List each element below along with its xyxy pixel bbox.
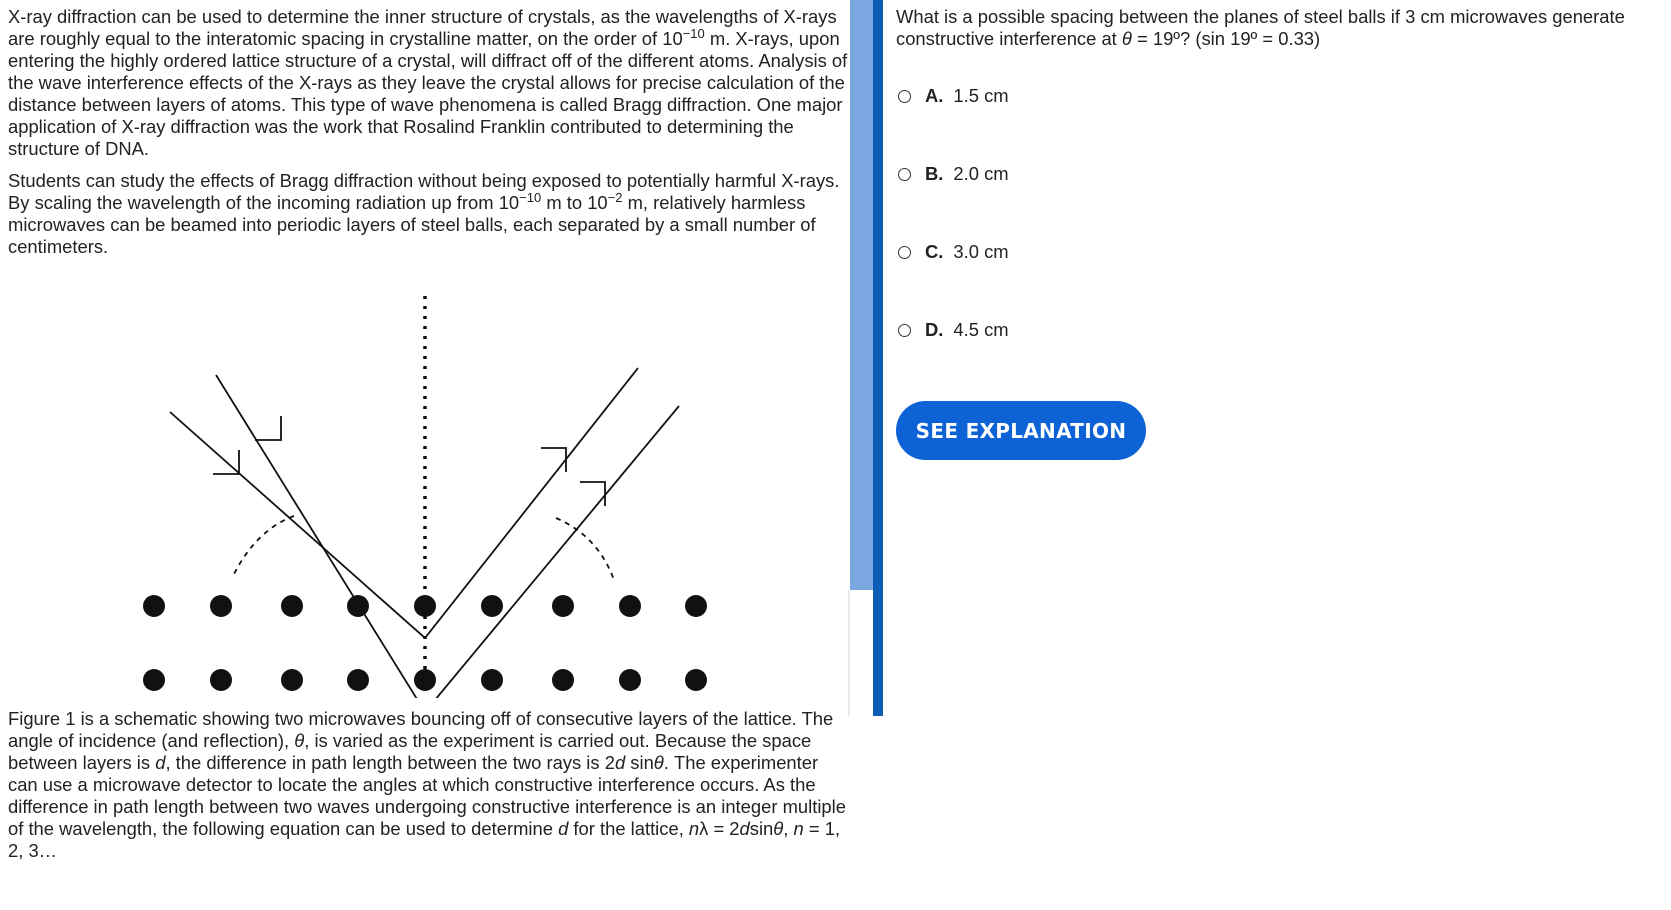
choice-letter: B. xyxy=(925,163,944,184)
choice-text: 1.5 cm xyxy=(953,85,1009,106)
arrow-icon xyxy=(580,482,605,506)
question-stem xyxy=(896,6,1666,50)
choice-b[interactable] xyxy=(898,163,1009,185)
steel-ball xyxy=(685,595,707,617)
radio-icon[interactable] xyxy=(898,168,911,181)
exponent: −10 xyxy=(682,25,705,41)
choice-a[interactable] xyxy=(898,85,1009,107)
choice-letter: A. xyxy=(925,85,944,106)
math-symbol: θ xyxy=(653,752,664,773)
math-symbol: n xyxy=(688,818,700,839)
bragg-diagram-svg xyxy=(8,268,848,698)
math-symbol: d xyxy=(739,818,750,839)
arrow-icon xyxy=(255,416,281,440)
question-text: = 19º? (sin 19º = 0.33) xyxy=(1131,28,1321,49)
reflected-ray-bottom xyxy=(425,406,679,698)
panel-divider[interactable] xyxy=(873,0,883,716)
paragraph-text: sin xyxy=(749,818,774,839)
choice-letter: D. xyxy=(925,319,944,340)
paragraph-text: X-ray diffraction can be used to determine the inner structure of crystals, as the wavelengths of X-rays are roughly equal to the interatomic spacing in crystalline matter, on the order of 10 xyxy=(8,6,837,49)
angle-arc-left xyxy=(233,516,294,576)
paragraph-text: for the lattice, xyxy=(568,818,689,839)
paragraph-text: , is varied as the experiment is carried out. Because the space between layers is xyxy=(8,730,812,773)
angle-arc-right xyxy=(556,518,614,580)
steel-ball xyxy=(210,595,232,617)
steel-ball xyxy=(685,669,707,691)
see-explanation-button[interactable]: SEE EXPLANATION xyxy=(896,401,1146,460)
radio-icon[interactable] xyxy=(898,90,911,103)
steel-ball xyxy=(619,669,641,691)
passage-paragraph-3 xyxy=(8,708,848,862)
steel-ball xyxy=(481,669,503,691)
choice-letter: C. xyxy=(925,241,944,262)
choice-text: 2.0 cm xyxy=(953,163,1009,184)
steel-ball xyxy=(552,595,574,617)
choice-text: 4.5 cm xyxy=(953,319,1009,340)
steel-ball xyxy=(414,669,436,691)
paragraph-text: Figure 1 is a schematic showing two microwaves bouncing off of consecutive layers of the lattice. The angle of incidence (and reflection), xyxy=(8,708,834,751)
paragraph-text: , the difference in path length between the two rays is 2 xyxy=(165,752,615,773)
scrollbar-edge xyxy=(848,590,850,716)
paragraph-text: m. X-rays, upon entering the highly ordered lattice structure of a crystal, will diffract off of the different atoms. Analysis of the wave interference effects of the X-rays as they leave the crystal allows for precise calculation of the distance between layers of atoms. This type of wave phenomena is called Bragg diffraction. One major application of X-ray diffraction was the work that Rosalind Franklin contributed to determining the structure of DNA. xyxy=(8,28,848,159)
question-text: What is a possible spacing between the planes of steel balls if 3 cm microwaves generate constructive interference at xyxy=(896,6,1625,49)
exponent: −10 xyxy=(519,189,542,205)
lattice-row-top xyxy=(143,595,707,617)
steel-ball xyxy=(143,595,165,617)
steel-ball xyxy=(347,595,369,617)
choice-text: 3.0 cm xyxy=(953,241,1009,262)
steel-ball xyxy=(552,669,574,691)
paragraph-text: . The experimenter can use a microwave detector to locate the angles at which constructive interference occurs. As the difference in path length between two waves undergoing constructive interference is an integer multiple of the wavelength, the following equation can be used to determine xyxy=(8,752,846,839)
steel-ball xyxy=(210,669,232,691)
exponent: −2 xyxy=(607,189,623,205)
choice-d[interactable] xyxy=(898,319,1009,341)
scrollbar-thumb[interactable] xyxy=(850,0,873,590)
math-symbol: d xyxy=(614,752,626,773)
incident-ray-bottom xyxy=(216,375,425,698)
reflected-ray-top xyxy=(425,368,638,638)
choice-c[interactable] xyxy=(898,241,1009,263)
steel-ball xyxy=(414,595,436,617)
radio-icon[interactable] xyxy=(898,324,911,337)
paragraph-text: sin xyxy=(625,752,654,773)
arrow-icon xyxy=(541,448,566,472)
math-symbol: θ xyxy=(1121,28,1132,49)
paragraph-text: λ = 2 xyxy=(699,818,740,839)
bragg-diagram xyxy=(8,268,848,698)
math-symbol: d xyxy=(558,818,569,839)
paragraph-text: = 1, 2, 3… xyxy=(8,818,841,861)
steel-ball xyxy=(281,669,303,691)
steel-ball xyxy=(481,595,503,617)
lattice-row-bottom xyxy=(143,669,707,691)
paragraph-text: m to 10 xyxy=(541,192,608,213)
passage-scrollbar[interactable] xyxy=(850,0,873,716)
steel-ball xyxy=(619,595,641,617)
paragraph-text: m, relatively harmless microwaves can be beamed into periodic layers of steel balls, each separated by a small number of centimeters. xyxy=(8,192,816,257)
steel-ball xyxy=(143,669,165,691)
passage-paragraph-2 xyxy=(8,170,848,258)
math-symbol: d xyxy=(155,752,166,773)
paragraph-text: , xyxy=(783,818,794,839)
radio-icon[interactable] xyxy=(898,246,911,259)
math-symbol: θ xyxy=(773,818,784,839)
steel-ball xyxy=(281,595,303,617)
passage-paragraph-1 xyxy=(8,6,848,160)
math-symbol: θ xyxy=(294,730,305,751)
math-symbol: n xyxy=(793,818,804,839)
steel-ball xyxy=(347,669,369,691)
paragraph-text: Students can study the effects of Bragg diffraction without being exposed to potentially harmful X-rays. By scaling the wavelength of the incoming radiation up from 10 xyxy=(8,170,840,213)
